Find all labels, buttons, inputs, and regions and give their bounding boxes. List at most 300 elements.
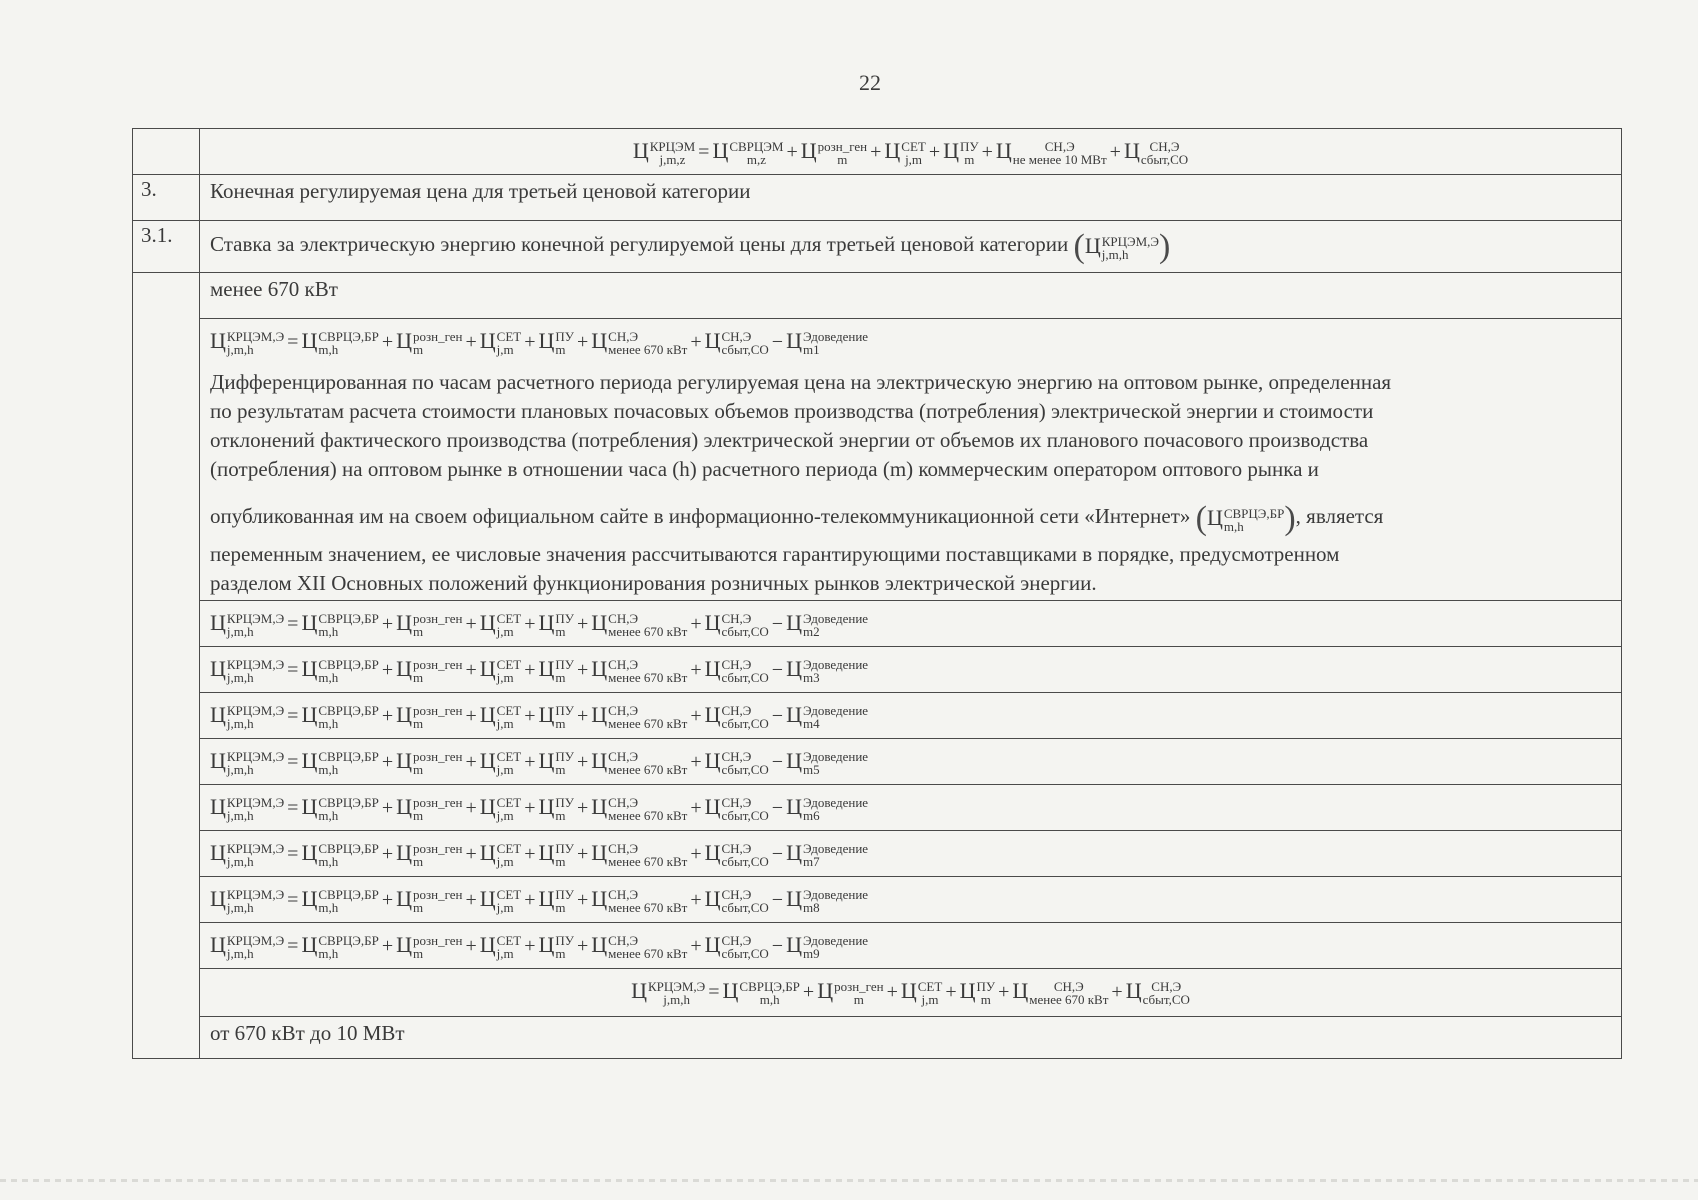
formula-term (631, 969, 705, 1013)
formula-term (301, 923, 378, 967)
term-superscript: ПУ (555, 749, 574, 764)
term-subscript: сбыт,СО (721, 670, 769, 685)
term-subscript: j,m (921, 992, 939, 1007)
term-superscript: СН,Э (1151, 979, 1182, 994)
term-base: Ц (786, 840, 802, 865)
term-subscript: j,m (905, 152, 923, 167)
formula-operator: + (465, 843, 477, 865)
formula-cell (200, 601, 1622, 647)
formula-operator: + (524, 797, 536, 819)
row-number-cell (133, 601, 200, 647)
term-subscript: сбыт,СО (721, 762, 769, 777)
term-base: Ц (591, 328, 608, 353)
term-subscript: m,h (1223, 519, 1244, 534)
term-subscript: j,m,h (1101, 247, 1129, 262)
formula-term (996, 129, 1107, 173)
term-base: Ц (301, 610, 318, 635)
term-subscript: m9 (802, 946, 820, 961)
formula-term (396, 693, 462, 737)
term-subscript: m6 (802, 808, 820, 823)
term-superscript: ПУ (555, 329, 574, 344)
term-subscript: m (853, 992, 864, 1007)
formula-term (591, 785, 687, 829)
formula-operator: + (886, 981, 898, 1003)
term-subscript: m (555, 342, 566, 357)
formula-term (1124, 129, 1188, 173)
term-superscript: Эдоведение (802, 611, 869, 626)
formula-term (723, 969, 800, 1013)
formula-operator: = (287, 889, 299, 911)
formula-term (301, 693, 378, 737)
term-superscript: КРЦЭМ,Э (1101, 234, 1159, 249)
formula-operator: − (771, 613, 784, 635)
formula-m2 (210, 601, 868, 646)
term-subscript: j,m (496, 946, 514, 961)
term-superscript: СВРЦЭ,БР (739, 979, 800, 994)
term-superscript: СВРЦЭ,БР (318, 933, 379, 948)
term-superscript: СВРЦЭ,БР (1223, 506, 1285, 521)
table-row (133, 1017, 1622, 1059)
paragraph-line: разделом XII Основных положений функционирования розничных рынков электрической энергии. (210, 571, 1097, 595)
term-subscript: m,z (746, 152, 766, 167)
term-base: Ц (538, 656, 555, 681)
table-row (133, 273, 1622, 319)
formula-term (210, 601, 284, 645)
formula-operator: = (287, 659, 299, 681)
formula-term (210, 647, 284, 691)
term-base: Ц (704, 794, 721, 819)
term-superscript: СН,Э (608, 657, 639, 672)
formula-term (1207, 496, 1284, 540)
term-superscript: ПУ (555, 933, 574, 948)
row-number-cell (133, 129, 200, 175)
formula-term (539, 647, 574, 691)
term-base: Ц (959, 978, 976, 1003)
term-superscript: СВРЦЭ,БР (318, 657, 379, 672)
formula-operator: + (381, 705, 394, 727)
term-base: Ц (995, 138, 1012, 163)
term-base: Ц (538, 932, 555, 957)
term-superscript: ПУ (976, 979, 996, 994)
term-superscript: СН,Э (721, 611, 752, 626)
term-superscript: КРЦЭМ (649, 139, 696, 154)
formula-term (480, 601, 521, 645)
term-superscript: СН,Э (608, 611, 639, 626)
formula-operator: + (1109, 141, 1121, 163)
term-subscript: сбыт,СО (721, 946, 769, 961)
term-subscript: m (555, 670, 566, 685)
term-subscript: m1 (802, 342, 820, 357)
formula-operator: + (465, 751, 477, 773)
term-base: Ц (396, 886, 412, 911)
term-superscript: розн_ген (413, 933, 463, 948)
term-subscript: m (413, 854, 424, 869)
formula-m5 (210, 739, 868, 784)
formula-operator: + (690, 613, 702, 635)
term-subscript: j,m,h (226, 716, 254, 731)
term-base: Ц (1206, 505, 1223, 530)
term-superscript: СВРЦЭ,БР (318, 795, 379, 810)
formula-operator: = (708, 981, 720, 1003)
term-subscript: m (413, 900, 424, 915)
term-base: Ц (1125, 978, 1142, 1003)
formula-operator: + (465, 935, 477, 957)
term-superscript: ПУ (555, 611, 574, 626)
formula-operator: + (465, 705, 477, 727)
term-subscript: j,m,h (226, 900, 254, 915)
formula-operator: + (524, 751, 536, 773)
term-subscript: m (413, 946, 424, 961)
term-base: Ц (1084, 233, 1101, 258)
term-base: Ц (786, 794, 802, 819)
term-superscript: СН,Э (608, 329, 639, 344)
paragraph-text: , является (1295, 504, 1384, 528)
formula-term (396, 877, 462, 921)
formula-cell (200, 647, 1622, 693)
formula-term (786, 877, 868, 921)
formula-m8 (210, 877, 868, 922)
term-superscript: СЕТ (901, 139, 926, 154)
formula-operator: + (870, 141, 882, 163)
formula-term (301, 739, 378, 783)
term-base: Ц (396, 328, 412, 353)
formula-term (705, 785, 769, 829)
paren-open: ( (1073, 228, 1085, 265)
paragraph-line (210, 496, 1611, 540)
formula-m7 (210, 831, 868, 876)
term-base: Ц (704, 748, 721, 773)
term-base: Ц (396, 610, 412, 635)
term-base: Ц (884, 138, 901, 163)
row-number-cell (133, 877, 200, 923)
formula-term (210, 785, 284, 829)
formula-term (396, 647, 462, 691)
term-base: Ц (479, 748, 496, 773)
formula-operator: + (576, 889, 589, 911)
term-base: Ц (786, 328, 802, 353)
formula-term (591, 647, 687, 691)
scan-edge (0, 1179, 1698, 1182)
formula-operator: + (381, 613, 394, 635)
formula-term (210, 877, 284, 921)
formula-operator: + (928, 141, 941, 163)
formula-term (591, 923, 687, 967)
term-superscript: КРЦЭМ,Э (226, 841, 285, 856)
formula-term (210, 319, 284, 363)
term-subscript: m,h (318, 342, 339, 357)
formula-term (591, 693, 687, 737)
row-number-cell (133, 647, 200, 693)
paragraph-line: отклонений фактического производства (потребления) электрической энергии от объемов их планового почасового производства (210, 428, 1369, 452)
formula-kr-cem (633, 129, 1188, 174)
formula-operator: + (381, 843, 394, 865)
formula-term (705, 923, 769, 967)
term-subscript: менее 670 кВт (608, 624, 688, 639)
formula-term (210, 739, 284, 783)
term-base: Ц (479, 932, 496, 957)
term-base: Ц (817, 978, 834, 1003)
term-superscript: СВРЦЭМ (729, 139, 784, 154)
term-superscript: СН,Э (721, 657, 752, 672)
term-subscript: j,m (496, 808, 514, 823)
term-superscript: СН,Э (721, 749, 752, 764)
term-superscript: СЕТ (496, 703, 522, 718)
formula-term (633, 129, 695, 173)
term-superscript: ПУ (555, 703, 574, 718)
term-superscript: КРЦЭМ,Э (226, 329, 285, 344)
formula-operator: − (771, 751, 784, 773)
term-superscript: розн_ген (413, 749, 463, 764)
term-subscript: менее 670 кВт (608, 716, 688, 731)
formula-term (705, 877, 769, 921)
formula-term (705, 831, 769, 875)
term-subscript: m (555, 624, 566, 639)
formula-cell (200, 969, 1622, 1017)
term-base: Ц (786, 656, 802, 681)
formula-term (884, 129, 925, 173)
formula-term (480, 647, 521, 691)
formula-cell (200, 831, 1622, 877)
formula-term (817, 969, 883, 1013)
term-base: Ц (479, 610, 496, 635)
term-base: Ц (210, 932, 226, 957)
term-superscript: СН,Э (721, 329, 752, 344)
term-subscript: сбыт,СО (721, 342, 769, 357)
formula-m4 (210, 693, 868, 738)
subsection-heading: от 670 кВт до 10 МВт (200, 1017, 1622, 1059)
formula-term (591, 831, 687, 875)
term-superscript: розн_ген (817, 139, 868, 154)
formula-operator: = (287, 331, 299, 353)
table-row (133, 785, 1622, 831)
row-number-cell (133, 785, 200, 831)
term-superscript: СН,Э (721, 887, 752, 902)
formula-term (786, 647, 868, 691)
formula-operator: + (465, 331, 477, 353)
term-superscript: СН,Э (608, 749, 639, 764)
formula-operator: + (381, 659, 394, 681)
term-superscript: СВРЦЭ,БР (318, 749, 379, 764)
formula-operator: + (690, 659, 702, 681)
formula-term (210, 831, 284, 875)
term-subscript: m (555, 854, 566, 869)
formula-operator: + (998, 981, 1010, 1003)
term-subscript: m,h (318, 946, 339, 961)
formula-term (396, 601, 462, 645)
formula-operator: + (524, 659, 536, 681)
formula-term (786, 693, 868, 737)
table-row (133, 319, 1622, 601)
formula-operator: + (802, 981, 815, 1003)
formula-term (539, 831, 574, 875)
formula-term (539, 319, 574, 363)
table-row (133, 923, 1622, 969)
term-subscript: m (964, 152, 975, 167)
term-subscript: j,m,z (659, 152, 686, 167)
formula-m9 (210, 923, 868, 968)
formula-operator: + (381, 331, 394, 353)
term-base: Ц (301, 794, 318, 819)
term-superscript: розн_ген (413, 611, 463, 626)
term-base: Ц (538, 702, 555, 727)
term-subscript: m,h (318, 762, 339, 777)
term-base: Ц (1012, 978, 1029, 1003)
formula-cell (200, 693, 1622, 739)
term-base: Ц (704, 840, 721, 865)
table-row (133, 221, 1622, 273)
term-superscript: СЕТ (496, 795, 522, 810)
paren-open: ( (1195, 500, 1207, 537)
formula-operator: + (576, 751, 589, 773)
term-superscript: Эдоведение (802, 749, 869, 764)
term-base: Ц (396, 840, 412, 865)
term-subscript: m (413, 342, 424, 357)
term-base: Ц (704, 886, 721, 911)
formula-term (480, 877, 521, 921)
term-base: Ц (786, 748, 802, 773)
formula-term (480, 785, 521, 829)
term-superscript: СЕТ (496, 933, 522, 948)
formula-term (901, 969, 942, 1013)
term-base: Ц (800, 138, 817, 163)
term-subscript: j,m,h (663, 992, 690, 1007)
formula-term (705, 693, 769, 737)
term-subscript: сбыт,СО (721, 808, 769, 823)
formula-operator: + (945, 981, 957, 1003)
term-superscript: Эдоведение (802, 841, 869, 856)
term-subscript: m,h (318, 624, 339, 639)
term-subscript: m (555, 946, 566, 961)
formula-term (786, 923, 868, 967)
row-number: 3. (133, 175, 200, 221)
term-superscript: СВРЦЭ,БР (318, 703, 379, 718)
term-superscript: КРЦЭМ,Э (226, 657, 285, 672)
formula-term (301, 831, 378, 875)
formula-term (1085, 224, 1159, 268)
formula-term (210, 693, 284, 737)
formula-term (480, 739, 521, 783)
formula-term (480, 923, 521, 967)
term-subscript: m (555, 900, 566, 915)
term-base: Ц (538, 886, 555, 911)
formula-term (301, 647, 378, 691)
formula-term (1126, 969, 1190, 1013)
formula-operator: + (690, 797, 702, 819)
formula-term (301, 601, 378, 645)
definition-paragraph (210, 364, 1611, 600)
term-subscript: m (837, 152, 848, 167)
term-base: Ц (538, 840, 555, 865)
formula-operator: + (690, 705, 702, 727)
term-subscript: j,m,h (226, 854, 254, 869)
term-superscript: СЕТ (496, 887, 522, 902)
term-base: Ц (301, 932, 318, 957)
term-superscript: Эдоведение (802, 795, 869, 810)
term-base: Ц (301, 748, 318, 773)
term-base: Ц (704, 656, 721, 681)
formula-cell (200, 739, 1622, 785)
formula-term (539, 923, 574, 967)
formula-operator: + (524, 843, 536, 865)
formula-operator: = (287, 705, 299, 727)
term-superscript: розн_ген (413, 795, 463, 810)
term-subscript: сбыт,СО (1140, 152, 1189, 167)
term-base: Ц (210, 702, 226, 727)
term-base: Ц (538, 328, 555, 353)
formula-operator: + (576, 331, 589, 353)
formula-term (786, 831, 868, 875)
term-superscript: Эдоведение (802, 933, 869, 948)
rate-symbol (1085, 224, 1159, 268)
term-base: Ц (591, 794, 608, 819)
term-base: Ц (591, 748, 608, 773)
formula-operator: + (381, 889, 394, 911)
formula-operator: + (1111, 981, 1123, 1003)
formula-operator: − (771, 705, 784, 727)
formula-term (591, 877, 687, 921)
rate-heading: Ставка за электрическую энергию конечной регулируемой цены для третьей ценовой категории (210, 232, 1069, 256)
term-base: Ц (712, 138, 729, 163)
term-base: Ц (591, 932, 608, 957)
row-number-cell (133, 273, 200, 319)
term-subscript: j,m (496, 624, 514, 639)
term-base: Ц (210, 886, 226, 911)
formula-paragraph-cell (200, 319, 1622, 601)
term-subscript: m (555, 808, 566, 823)
term-superscript: КРЦЭМ,Э (226, 611, 285, 626)
formula-term (705, 601, 769, 645)
term-base: Ц (479, 702, 496, 727)
formula-operator: = (287, 797, 299, 819)
paragraph-line: по результатам расчета стоимости плановых почасовых объемов производства (потребления) электрической энергии и стоимости (210, 399, 1374, 423)
term-base: Ц (301, 328, 318, 353)
term-base: Ц (786, 932, 802, 957)
formula-operator: + (576, 613, 589, 635)
table-row (133, 129, 1622, 175)
term-subscript: j,m (496, 762, 514, 777)
term-base: Ц (704, 932, 721, 957)
formula-term (396, 923, 462, 967)
formula-operator: = (287, 613, 299, 635)
term-superscript: СЕТ (496, 657, 522, 672)
term-base: Ц (210, 840, 226, 865)
paragraph-line: (потребления) на оптовом рынке в отношении часа (h) расчетного периода (m) коммерческим оператором оптового рынка и (210, 457, 1319, 481)
term-superscript: Эдоведение (802, 329, 869, 344)
term-subscript: j,m (496, 342, 514, 357)
formula-term (705, 647, 769, 691)
formula-operator: + (690, 935, 702, 957)
term-base: Ц (591, 610, 608, 635)
formula-term (591, 601, 687, 645)
paragraph-line: переменным значением, ее числовые значения рассчитываются гарантирующими поставщиками в порядке, предусмотренном (210, 542, 1340, 566)
term-subscript: j,m (496, 854, 514, 869)
formula-term (480, 831, 521, 875)
term-subscript: m (413, 670, 424, 685)
table-row (133, 647, 1622, 693)
formula-operator: + (576, 797, 589, 819)
formula-operator: = (698, 141, 710, 163)
term-subscript: сбыт,СО (721, 624, 769, 639)
formula-term (1012, 969, 1108, 1013)
term-superscript: СН,Э (608, 887, 639, 902)
formula-operator: + (465, 889, 477, 911)
term-superscript: СН,Э (1044, 139, 1075, 154)
term-subscript: сбыт,СО (1142, 992, 1190, 1007)
term-subscript: j,m,h (226, 946, 254, 961)
term-superscript: СН,Э (608, 795, 639, 810)
term-superscript: СН,Э (721, 703, 752, 718)
row-number-cell (133, 831, 200, 877)
